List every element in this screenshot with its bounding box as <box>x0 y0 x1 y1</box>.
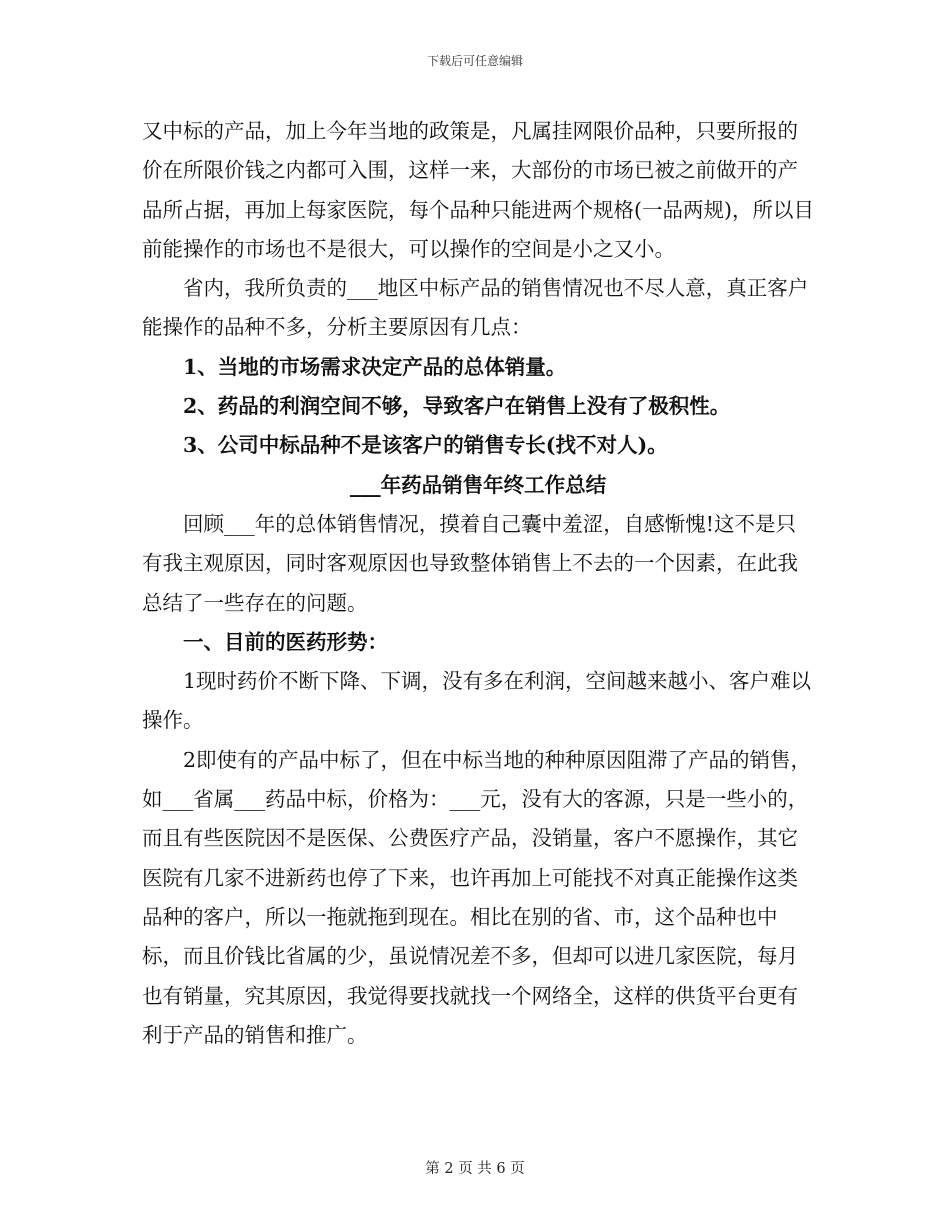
document-body <box>142 112 814 1055</box>
paragraph-review: 回顾___年的总体销售情况，摸着自己囊中羞涩，自感惭愧!这不是只有我主观原因，同时客观原因也导致整体销售上不去的一个因素，在此我总结了一些存在的问题。 <box>142 511 798 615</box>
section-heading-1: 一、目前的医药形势： <box>183 629 388 654</box>
list-item-2: 2即使有的产品中标了，但在中标当地的种种原因阻滞了产品的销售，如___省属___药品中标，价格为：___元，没有大的客源，只是一些小的，而且有些医院因不是医保、公费医疗产品，没销量，客户不愿操作，其它医院有几家不进新药也停了下来，也许再加上可能找不对真正能操作这类品种的客户，所以一拖就拖到现在。相比在别的省、市，这个品种也中标，而且价钱比省属的少，虽说情况差不多，但却可以进几家医院，每月也有销量，究其原因，我觉得要找就找一个网络全，这样的供货平台更有利于产品的销售和推广。 <box>142 747 812 1047</box>
list-item-1: 1现时药价不断下降、下调，没有多在利润，空间越来越小、客户难以操作。 <box>142 669 812 733</box>
paragraph-province: 省内，我所负责的___地区中标产品的销售情况也不尽人意，真正客户能操作的品种不多，分析主要原因有几点： <box>142 276 809 340</box>
page-header: 下载后可任意编辑 <box>426 54 523 68</box>
document-title: ___年药品销售年终工作总结 <box>349 472 607 497</box>
paragraph-continuation: 又中标的产品，加上今年当地的政策是，凡属挂网限价品种，只要所报的价在所限价钱之内都可入围，这样一来，大部份的市场已被之前做开的产品所占据，再加上每家医院，每个品种只能进两个规格(一品两规)，所以目前能操作的市场也不是很大，可以操作的空间是小之又小。 <box>142 119 814 261</box>
reason-point-2: 2、药品的利润空间不够，导致客户在销售上没有了极积性。 <box>183 394 731 419</box>
reason-point-3: 3、公司中标品种不是该客户的销售专长(找不对人)。 <box>183 433 668 458</box>
page-number: 第 2 页 共 6 页 <box>425 1161 525 1177</box>
reason-point-1: 1、当地的市场需求决定产品的总体销量。 <box>183 354 567 379</box>
